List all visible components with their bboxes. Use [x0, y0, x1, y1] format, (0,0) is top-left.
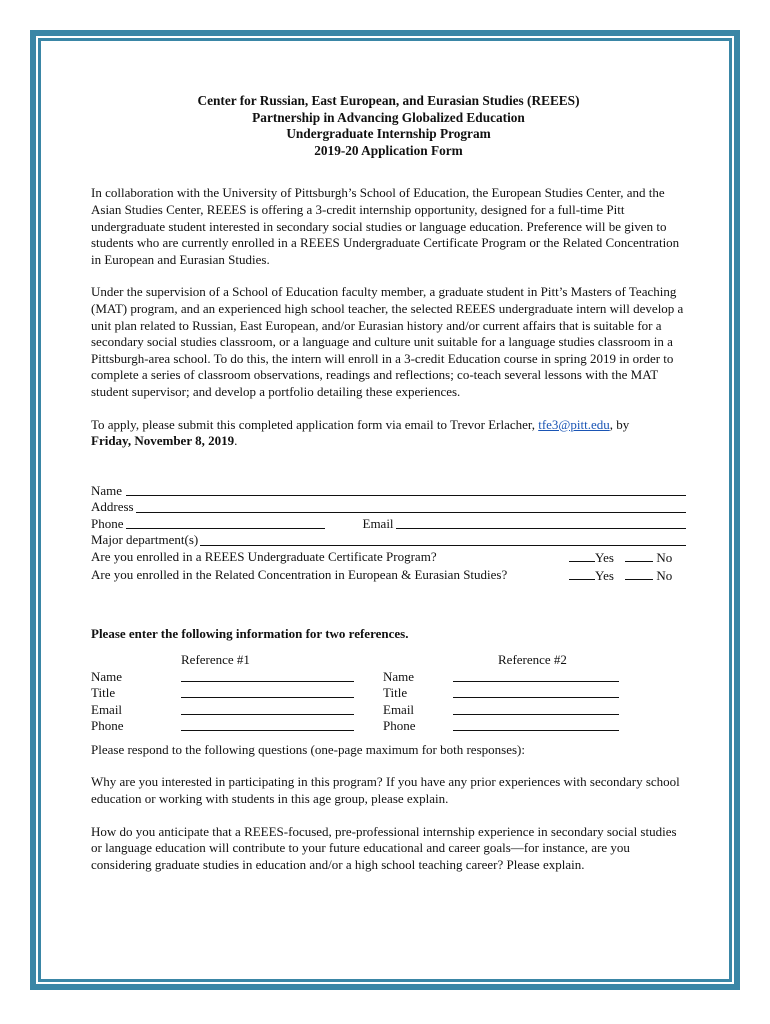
- application-form: [91, 93, 686, 873]
- ref2-name-label: Name: [383, 668, 415, 684]
- ref2-email-label: Email: [383, 701, 415, 717]
- concentration-answer: [569, 567, 686, 585]
- major-field[interactable]: [200, 532, 686, 546]
- address-label: Address: [91, 499, 134, 515]
- applicant-info-section: [91, 483, 686, 585]
- major-row: [91, 532, 686, 549]
- address-row: [91, 499, 686, 516]
- ref2-title-field[interactable]: [453, 685, 619, 698]
- intro-paragraph-2: Under the supervision of a School of Education faculty member, a graduate student in Pitt’s Masters of Teaching (MAT) program, and an experienced high school teacher, the selected REEES undergraduate intern will develop a unit plan related to Russian, East European, and/or Eurasian history and/or current affairs that is suitable for a secondary social studies classroom, or a language and culture unit suitable for a language studies classroom in a Pittsburgh-area school. To do this, the intern will enroll in a 3-credit Education course in spring 2019 in order to complete a series of classroom observations, readings and reflections; co-teach several lessons with the MAT student supervisor; and develop a portfolio detailing these experiences.: [91, 284, 684, 399]
- apply-prefix: To apply, please submit this completed application form via email to Trevor Erlacher,: [91, 416, 539, 432]
- header-center-name: Center for Russian, East European, and Eurasian Studies (REEES): [197, 93, 580, 108]
- question-2: How do you anticipate that a REEES-focused, pre-professional internship experience in secondary social studies or language education will contribute to your future educational and career goals—for instance, are you considering graduate studies in education and/or a high school teaching career? Please explain.: [91, 823, 677, 872]
- ref1-name-label: Name: [91, 668, 123, 684]
- references-section: [91, 652, 686, 742]
- certificate-question-row: [91, 549, 686, 567]
- email-label: Email: [362, 515, 394, 531]
- concentration-no-label: No: [656, 567, 673, 583]
- certificate-yes-blank[interactable]: [569, 549, 595, 562]
- phone-label: Phone: [91, 515, 124, 531]
- concentration-question-row: [91, 567, 686, 585]
- apply-deadline: Friday, November 8, 2019: [91, 433, 235, 449]
- certificate-yes-label: Yes: [595, 550, 614, 566]
- apply-end: .: [234, 433, 238, 449]
- ref1-title-field[interactable]: [181, 685, 354, 698]
- apply-mid: , by: [609, 416, 630, 432]
- concentration-yes-label: Yes: [595, 567, 614, 583]
- form-header: [91, 93, 686, 159]
- ref1-phone-field[interactable]: [181, 718, 354, 731]
- name-label: Name: [91, 482, 123, 498]
- ref2-name-field[interactable]: [453, 669, 619, 682]
- ref2-phone-field[interactable]: [453, 718, 619, 731]
- header-program: Undergraduate Internship Program: [286, 126, 491, 142]
- ref2-phone-label: Phone: [383, 717, 416, 733]
- concentration-no-blank[interactable]: [625, 567, 653, 580]
- name-row: [91, 483, 686, 500]
- ref1-email-label: Email: [91, 701, 123, 717]
- certificate-no-label: No: [656, 550, 673, 566]
- certificate-answer: [569, 549, 686, 567]
- references-heading: Please enter the following information for two references.: [91, 626, 409, 642]
- ref1-title-label: Title: [91, 684, 116, 700]
- phone-email-row: [91, 516, 686, 533]
- concentration-question: Are you enrolled in the Related Concentration in European & Eurasian Studies?: [91, 566, 508, 582]
- ref2-email-field[interactable]: [453, 702, 619, 715]
- certificate-question: Are you enrolled in a REEES Undergraduate Certificate Program?: [91, 549, 437, 565]
- header-form-title: 2019-20 Application Form: [314, 142, 463, 158]
- question-1: Why are you interested in participating in this program? If you have any prior experiences with secondary school education or working with students in this age group, please explain.: [91, 774, 680, 807]
- address-field[interactable]: [136, 499, 686, 513]
- reference-1-title: Reference #1: [181, 651, 250, 667]
- email-field[interactable]: [396, 516, 686, 530]
- header-partnership: Partnership in Advancing Globalized Education: [252, 109, 525, 125]
- intro-paragraph-1: In collaboration with the University of Pittsburgh’s School of Education, the European Studies Center, and the Asian Studies Center, REEES is offering a 3-credit internship opportunity, designed for a full-time Pitt undergraduate student interested in secondary social studies or language education. Preference will be given to students who are currently enrolled in a REEES Undergraduate Certificate Program or the Related Concentration in European and Eurasian Studies.: [91, 185, 680, 267]
- concentration-yes-blank[interactable]: [569, 567, 595, 580]
- ref1-name-field[interactable]: [181, 669, 354, 682]
- ref1-phone-label: Phone: [91, 717, 124, 733]
- certificate-no-blank[interactable]: [625, 549, 653, 562]
- ref2-title-label: Title: [383, 684, 408, 700]
- questions-instructions: Please respond to the following questions (one-page maximum for both responses):: [91, 741, 525, 757]
- apply-instructions: [91, 417, 686, 450]
- ref1-email-field[interactable]: [181, 702, 354, 715]
- reference-2-title: Reference #2: [498, 651, 567, 667]
- contact-email-link[interactable]: tfe3@pitt.edu: [538, 416, 610, 432]
- name-field[interactable]: [126, 483, 686, 497]
- major-label: Major department(s): [91, 532, 199, 548]
- phone-field[interactable]: [126, 516, 325, 530]
